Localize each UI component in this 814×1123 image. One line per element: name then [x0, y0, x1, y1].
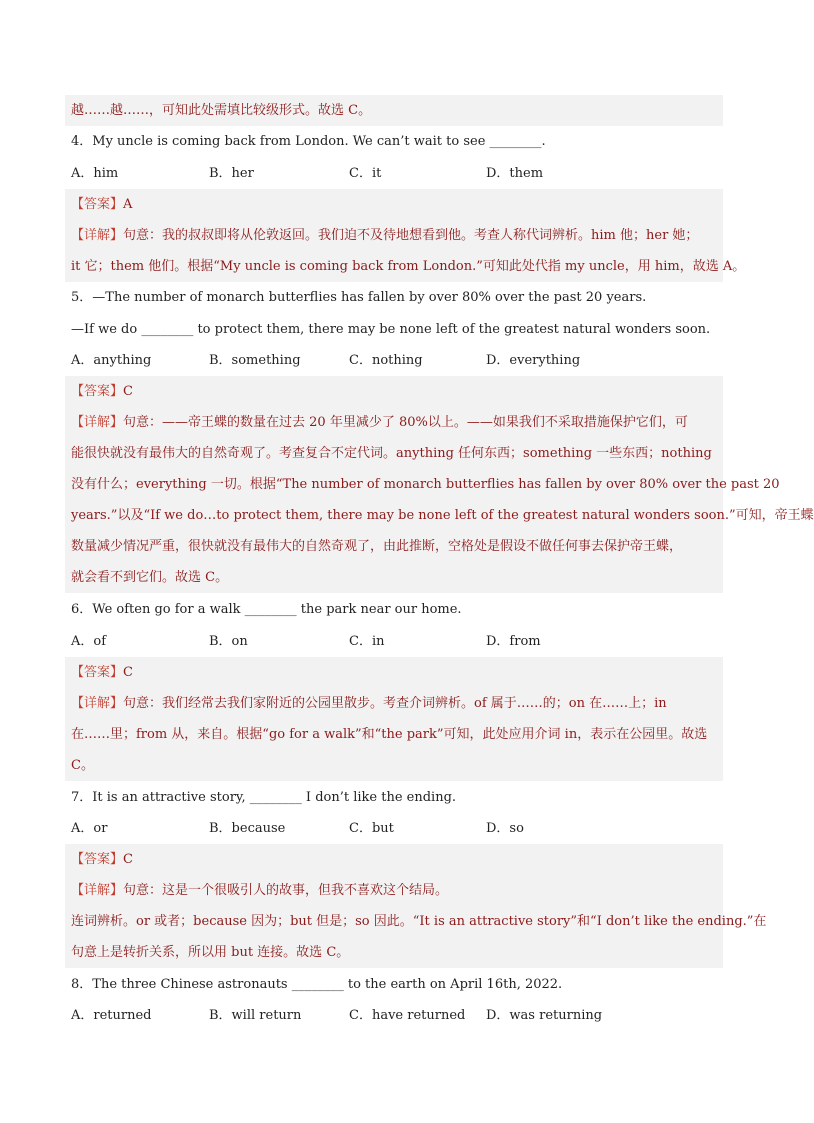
q4-answer [65, 189, 723, 220]
answer-value: C [123, 665, 133, 680]
q5-option-a: A．anything [71, 353, 152, 368]
q6-detail-line-1 [65, 688, 723, 719]
q6-stem: 6．We often go for a walk ________ the park near our home. [71, 602, 462, 617]
q6-option-b: B．on [209, 634, 248, 649]
q4-options [71, 158, 723, 189]
q7-detail-line-2: 连词辨析。or 或者；because 因为；but 但是；so 因此。“It is an attractive story”和“I don’t like the ending.”在 [65, 906, 723, 937]
q4-detail-line-2: it 它；them 他们。根据“My uncle is coming back from London.”可知此处代指 my uncle，用 him，故选 A。 [65, 251, 723, 282]
detail-tag: 【详解】 [71, 415, 124, 430]
q7-option-a: A．or [71, 821, 108, 836]
q6-option-a: A．of [71, 634, 107, 649]
q7-detail-line-1 [65, 875, 723, 906]
q5-detail-line-6: 就会看不到它们。故选 C。 [65, 562, 723, 593]
q3-explanation-end: 越……越……，可知此处需填比较级形式。故选 C。 [65, 95, 723, 126]
q6-option-c: C．in [349, 634, 385, 649]
q4-option-b: B．her [209, 166, 254, 181]
q4-option-a: A．him [71, 166, 119, 181]
q7-option-d: D．so [486, 821, 524, 836]
q5-detail-line-3: 没有什么；everything 一切。根据“The number of monarch butterflies has fallen by over 80% over the past 20 [65, 469, 723, 500]
q6-detail-line-3: C。 [65, 750, 723, 781]
q5-answer [65, 376, 723, 407]
q7-option-b: B．because [209, 821, 286, 836]
answer-value: C [123, 384, 133, 399]
answer-value: C [123, 852, 133, 867]
q5-detail-line-1 [65, 407, 723, 438]
answer-tag: 【答案】 [71, 384, 124, 399]
q5-option-b: B．something [209, 353, 301, 368]
answer-value: A [123, 197, 133, 212]
q7-detail-line-3: 句意上是转折关系，所以用 but 连接。故选 C。 [65, 937, 723, 968]
detail-text: 句意：——帝王蝶的数量在过去 20 年里减少了 80%以上。——如果我们不采取措施保护它们，可 [123, 415, 688, 430]
q5-option-c: C．nothing [349, 353, 423, 368]
q5-stem: 5．—The number of monarch butterflies has fallen by over 80% over the past 20 years. [71, 290, 647, 305]
q6-options [71, 626, 723, 657]
q8-option-c: C．have returned [349, 1008, 466, 1023]
q7-option-c: C．but [349, 821, 394, 836]
detail-text: 句意：这是一个很吸引人的故事，但我不喜欢这个结局。 [123, 883, 449, 898]
detail-tag: 【详解】 [71, 228, 124, 243]
q6-detail-line-2: 在……里；from 从，来自。根据“go for a walk”和“the park”可知，此处应用介词 in，表示在公园里。故选 [65, 719, 723, 750]
q5-stem-2: —If we do ________ to protect them, there may be none left of the greatest natural wonders soon. [71, 322, 711, 337]
answer-tag: 【答案】 [71, 852, 124, 867]
detail-text: 句意：我们经常去我们家附近的公园里散步。考查介词辨析。of 属于……的；on 在……上；in [123, 696, 667, 711]
q8-option-d: D．was returning [486, 1008, 603, 1023]
q5-detail-line-5: 数量减少情况严重，很快就没有最伟大的自然奇观了，由此推断，空格处是假设不做任何事去保护帝王蝶， [65, 531, 723, 562]
q8-option-a: A．returned [71, 1008, 152, 1023]
q5-detail-line-2: 能很快就没有最伟大的自然奇观了。考查复合不定代词。anything 任何东西；something 一些东西；nothing [65, 438, 723, 469]
q5-options [71, 345, 723, 376]
q7-options [71, 813, 723, 844]
q8-options [71, 1000, 723, 1031]
q4-option-c: C．it [349, 166, 382, 181]
q4-stem: 4．My uncle is coming back from London. We can’t wait to see ________. [71, 134, 546, 149]
q5-detail-line-4: years.”以及“If we do…to protect them, there may be none left of the greatest natural wonders soon.”可知，帝王蝶 [65, 500, 723, 531]
q7-answer [65, 844, 723, 875]
q6-option-d: D．from [486, 634, 541, 649]
q4-detail-line-1 [65, 220, 723, 251]
detail-text: 句意：我的叔叔即将从伦敦返回。我们迫不及待地想看到他。考查人称代词辨析。him 他；her 她； [123, 228, 699, 243]
detail-tag: 【详解】 [71, 883, 124, 898]
q8-option-b: B．will return [209, 1008, 302, 1023]
q8-stem: 8．The three Chinese astronauts ________ to the earth on April 16th, 2022. [71, 977, 563, 992]
detail-tag: 【详解】 [71, 696, 124, 711]
answer-tag: 【答案】 [71, 665, 124, 680]
q4-option-d: D．them [486, 166, 544, 181]
q7-stem: 7．It is an attractive story, ________ I don’t like the ending. [71, 790, 457, 805]
q5-option-d: D．everything [486, 353, 581, 368]
q6-answer [65, 657, 723, 688]
answer-tag: 【答案】 [71, 197, 124, 212]
